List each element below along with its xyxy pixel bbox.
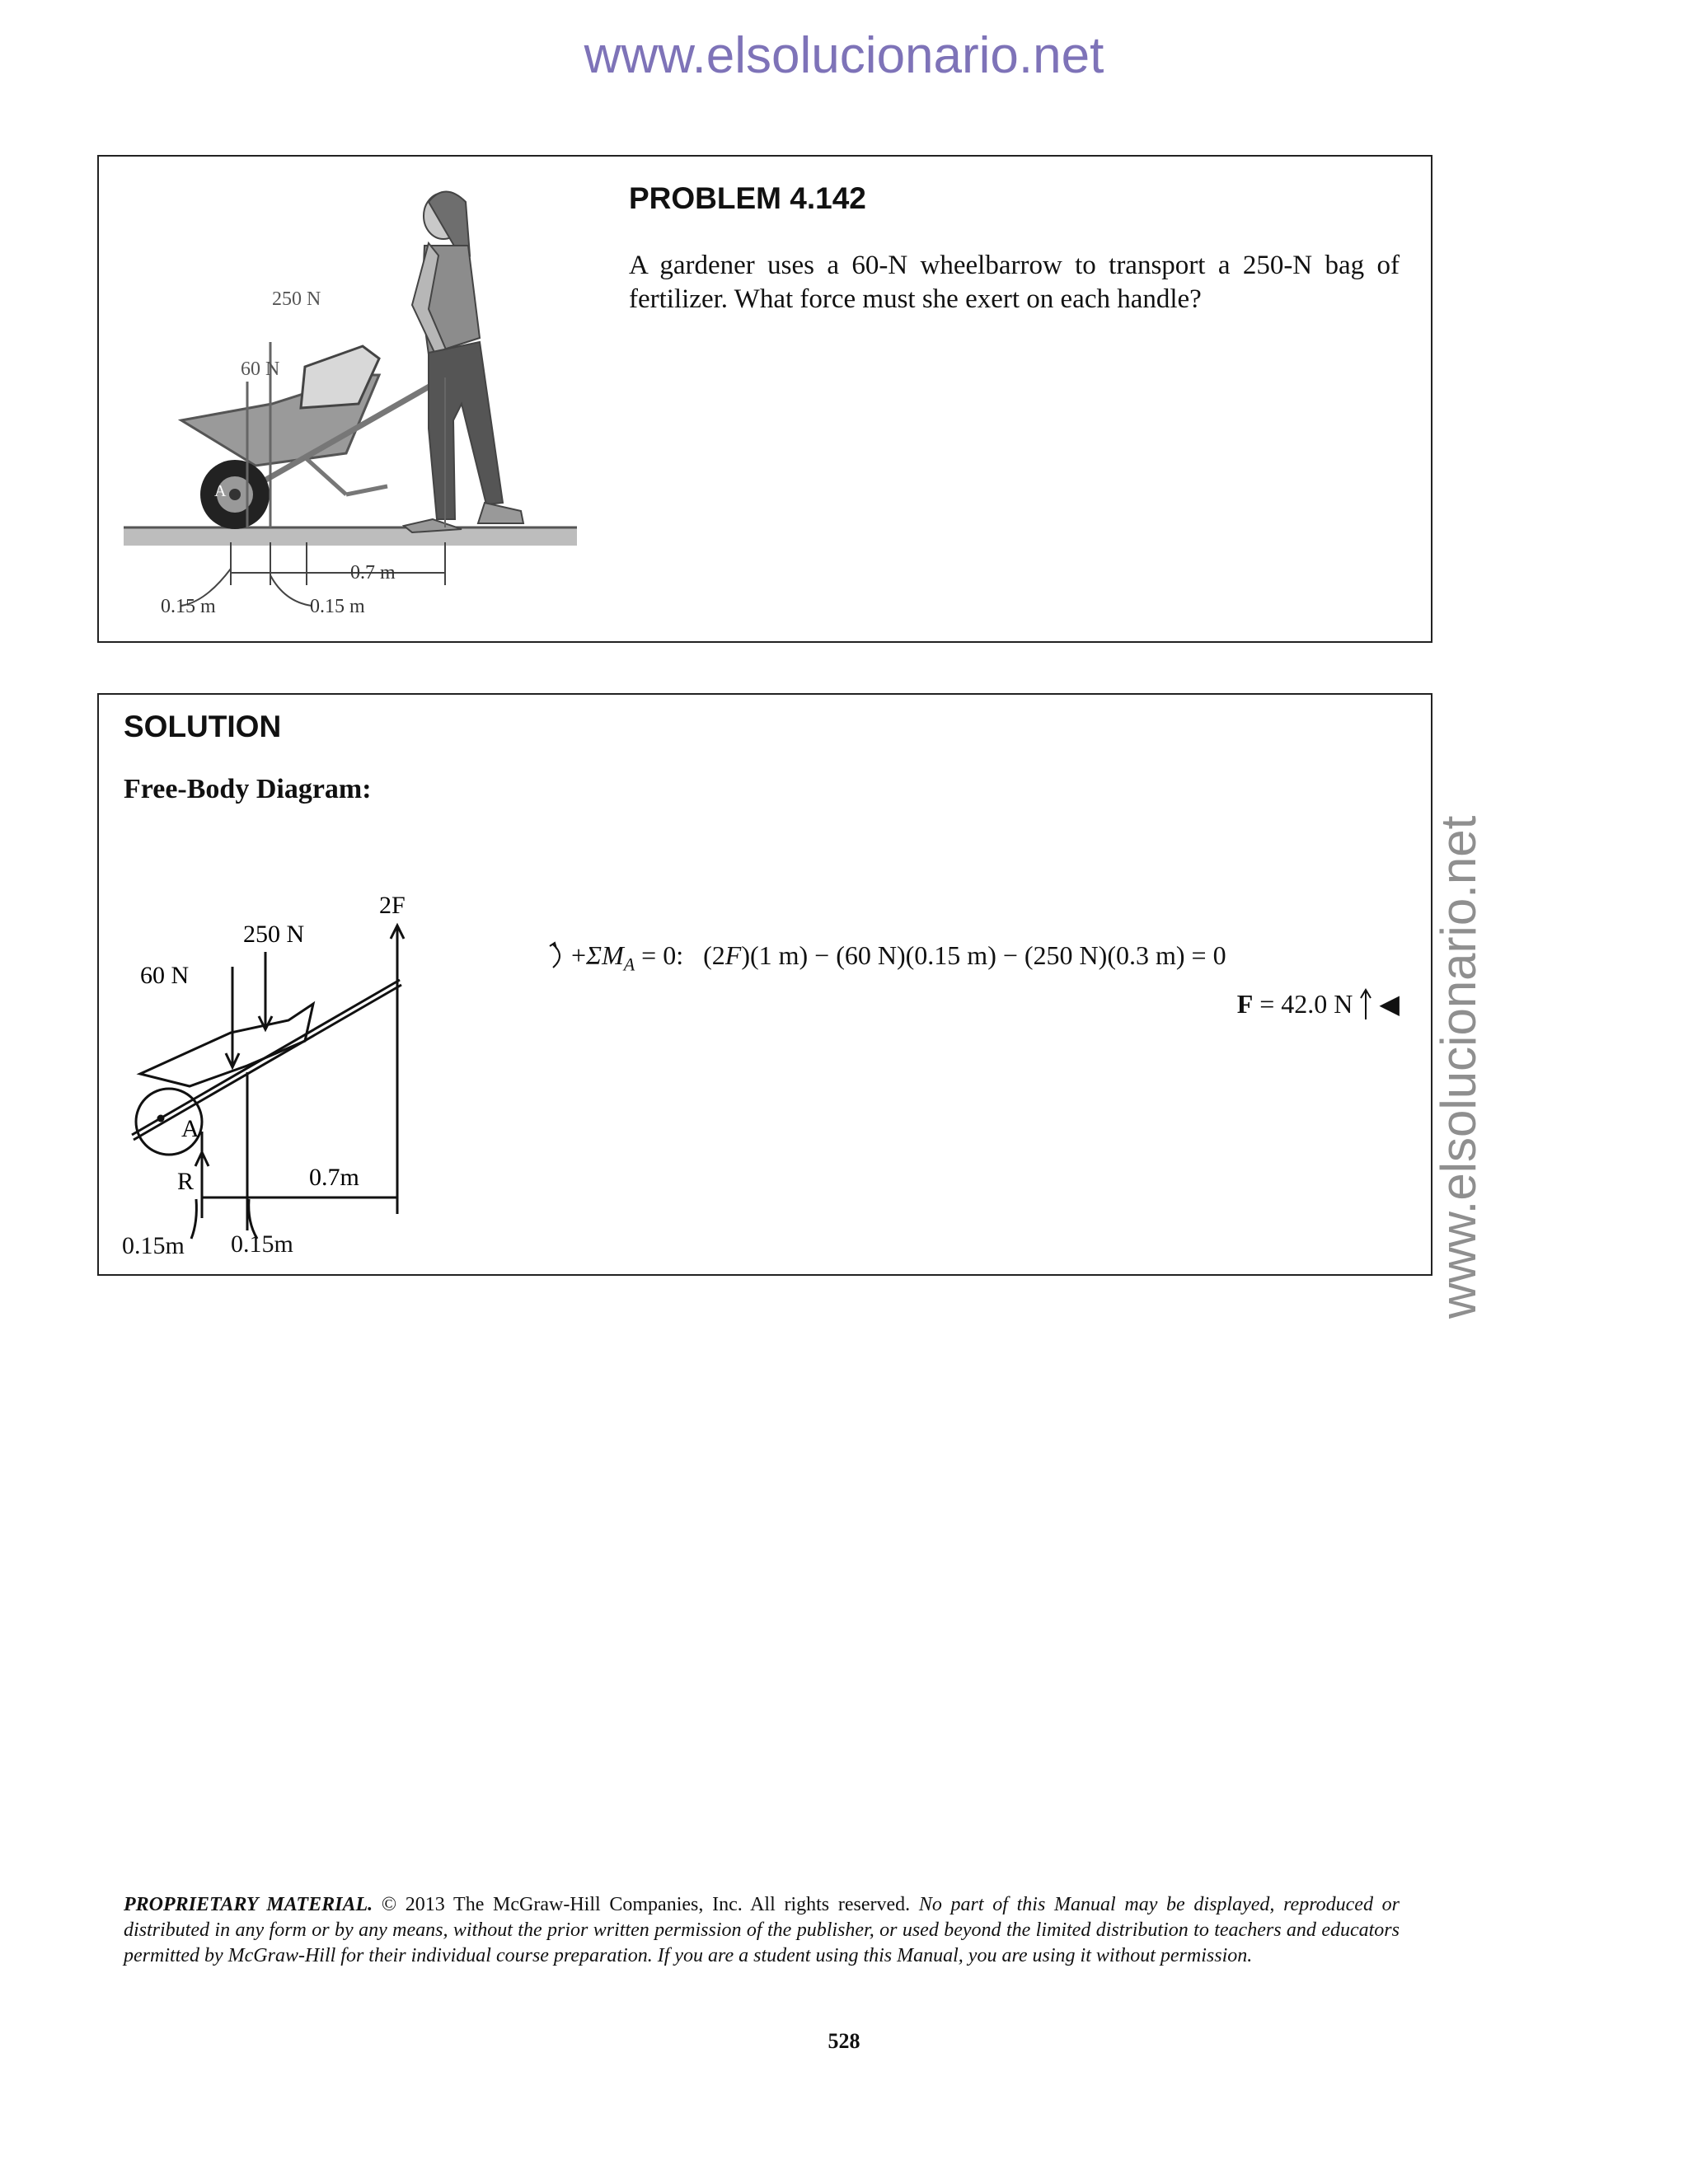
fbd-label-07m: 0.7m xyxy=(309,1164,359,1191)
eq-f: F xyxy=(724,940,742,970)
solution-title: SOLUTION xyxy=(124,710,282,743)
fbd-label-2f: 2F xyxy=(379,892,406,919)
result-value: = 42.0 N xyxy=(1253,989,1353,1019)
eq-rest: = 0: (2 xyxy=(635,940,725,970)
watermark-side: www.elsolucionario.net xyxy=(1431,815,1486,1319)
fbd-label-015m-b: 0.15m xyxy=(231,1230,293,1258)
page-number: 528 xyxy=(828,2029,860,2053)
problem-title: PROBLEM 4.142 xyxy=(629,181,866,215)
gardener xyxy=(404,192,523,533)
eq-sum: ΣM xyxy=(586,940,624,970)
result xyxy=(1237,988,1400,1021)
up-arrow-icon xyxy=(1359,988,1372,1021)
wheelbarrow-figure xyxy=(99,157,593,643)
moment-equation xyxy=(548,940,1226,975)
dim-label-015-a: 0.15 m xyxy=(161,596,216,617)
ground xyxy=(124,527,577,546)
copyright-footer xyxy=(124,1892,1400,1969)
fbd-label-250n: 250 N xyxy=(243,921,305,948)
free-body-diagram xyxy=(115,868,445,1195)
fbd-label-015m-a: 0.15m xyxy=(122,1232,185,1259)
eq-tail: )(1 m) − (60 N)(0.15 m) − (250 N)(0.3 m) = 0 xyxy=(741,940,1226,970)
watermark-top: www.elsolucionario.net xyxy=(584,27,1104,84)
point-a-label: A xyxy=(214,482,227,500)
solution-box xyxy=(97,693,1432,1276)
result-var: F xyxy=(1236,989,1254,1019)
weight-label: 60 N xyxy=(241,359,280,380)
fbd-label-a: A xyxy=(181,1115,199,1142)
footer-italic: No part of this Manual may be displayed, reproduced or distributed in any form or by any means, without the prior written permission of the publisher, or used beyond the limited distribution to teachers and educators permitted by McGraw-Hill for their individual course preparation. If you are a student using this Manual, you are using it without permission. xyxy=(124,1894,1400,1966)
load-label: 250 N xyxy=(272,288,321,310)
eq-sub: A xyxy=(623,954,635,975)
dim-label-07: 0.7 m xyxy=(350,562,396,583)
moment-sign-icon xyxy=(548,941,571,971)
fbd-label-60n: 60 N xyxy=(140,962,190,989)
footer-bold: PROPRIETARY MATERIAL. xyxy=(124,1894,373,1915)
footer-normal: © 2013 The McGraw-Hill Companies, Inc. All rights reserved. xyxy=(373,1894,919,1915)
fbd-label-r: R xyxy=(177,1168,195,1195)
fbd-label: Free-Body Diagram: xyxy=(124,774,372,804)
eq-plus: + xyxy=(571,940,587,970)
problem-text: A gardener uses a 60-N wheelbarrow to transport a 250-N bag of fertilizer. What force must she exert on each handle? xyxy=(629,251,1400,314)
dim-label-015-b: 0.15 m xyxy=(310,596,365,617)
problem-box xyxy=(97,155,1432,643)
result-marker-icon: ◀ xyxy=(1379,988,1400,1019)
